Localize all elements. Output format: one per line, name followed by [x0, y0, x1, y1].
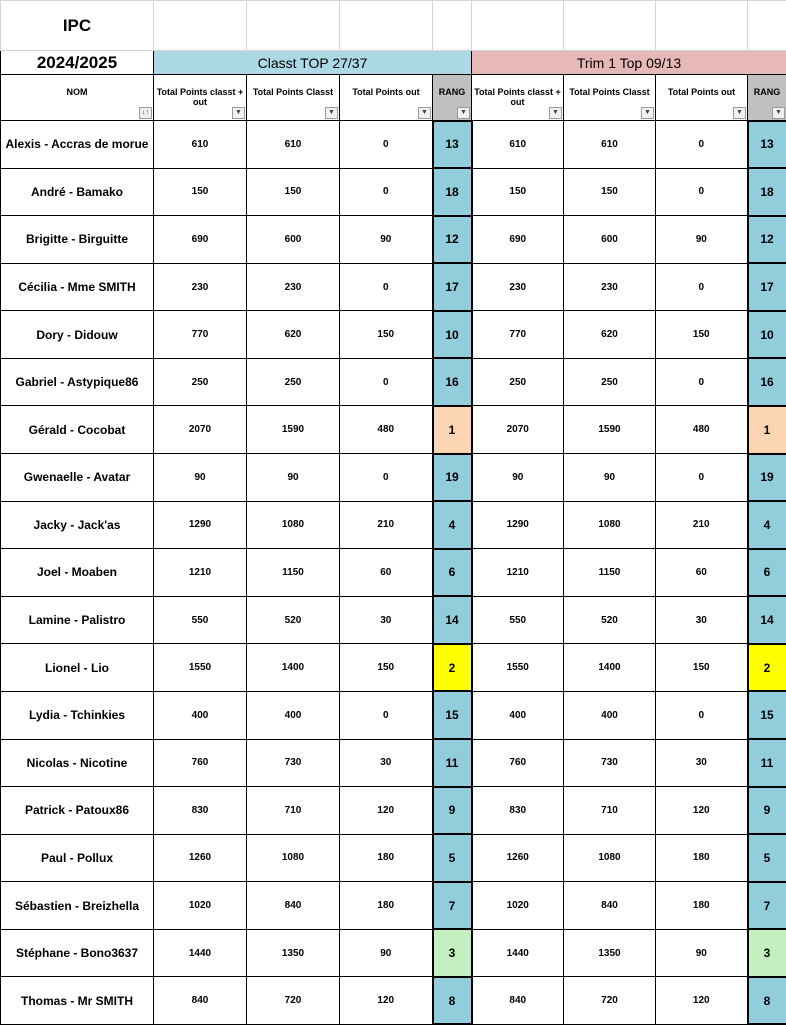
cell-trim-total-classt-out[interactable]: 2070: [472, 406, 564, 454]
cell-trim-total-classt-out[interactable]: 230: [472, 263, 564, 311]
cell-total-classt[interactable]: 400: [247, 691, 340, 739]
cell-total-classt[interactable]: 1080: [247, 834, 340, 882]
header-total-classt-out[interactable]: [154, 75, 247, 121]
cell-total-classt-out[interactable]: 1260: [154, 834, 247, 882]
column-header-row: [1, 75, 786, 121]
cell-trim-total-classt[interactable]: 610: [564, 121, 656, 169]
table-row: [1, 168, 786, 216]
cell-total-out[interactable]: 0: [340, 263, 433, 311]
dropdown-arrow-icon[interactable]: ▼: [325, 107, 338, 119]
cell-trim-rang[interactable]: 5: [748, 834, 786, 882]
cell-total-classt-out[interactable]: 2070: [154, 406, 247, 454]
header-nom-label: NOM: [1, 87, 153, 97]
cell-rang[interactable]: 11: [433, 739, 472, 787]
cell-trim-total-classt-out[interactable]: 760: [472, 739, 564, 787]
table-row: [1, 121, 786, 169]
cell-total-classt-out[interactable]: 770: [154, 311, 247, 359]
cell-total-classt-out[interactable]: 230: [154, 263, 247, 311]
cell-trim-rang[interactable]: 9: [748, 787, 786, 835]
dropdown-arrow-icon[interactable]: ▼: [232, 107, 245, 119]
cell-total-out[interactable]: 0: [340, 121, 433, 169]
header-label: RANG: [433, 87, 471, 97]
cell-total-classt[interactable]: 720: [247, 977, 340, 1025]
header-label: Total Points out: [656, 87, 747, 97]
cell-trim-total-classt-out[interactable]: 1440: [472, 929, 564, 977]
dropdown-arrow-icon[interactable]: ▼: [641, 107, 654, 119]
cell-trim-total-classt-out[interactable]: 250: [472, 358, 564, 406]
cell-rang[interactable]: 1: [433, 406, 472, 454]
player-name[interactable]: Stéphane - Bono3637: [1, 929, 154, 977]
cell-total-out[interactable]: 30: [340, 596, 433, 644]
cell-trim-total-out[interactable]: 90: [656, 929, 748, 977]
empty-cell[interactable]: [154, 1, 247, 51]
header-trim-rang[interactable]: [748, 75, 786, 121]
cell-trim-total-classt[interactable]: 1350: [564, 929, 656, 977]
cell-trim-total-classt[interactable]: 1400: [564, 644, 656, 692]
cell-total-out[interactable]: 210: [340, 501, 433, 549]
player-name[interactable]: Sébastien - Breizhella: [1, 882, 154, 930]
cell-rang[interactable]: 9: [433, 787, 472, 835]
player-name[interactable]: Lionel - Lio: [1, 644, 154, 692]
player-name[interactable]: Gérald - Cocobat: [1, 406, 154, 454]
cell-trim-total-classt[interactable]: 400: [564, 691, 656, 739]
table-row: [1, 549, 786, 597]
empty-cell[interactable]: [656, 1, 748, 51]
header-label: Total Points Classt: [247, 87, 339, 97]
cell-trim-rang[interactable]: 1: [748, 406, 786, 454]
cell-total-classt[interactable]: 150: [247, 168, 340, 216]
cell-rang[interactable]: 4: [433, 501, 472, 549]
cell-total-classt-out[interactable]: 1210: [154, 549, 247, 597]
cell-trim-rang[interactable]: 2: [748, 644, 786, 692]
table-row: [1, 977, 786, 1025]
cell-trim-total-out[interactable]: 90: [656, 216, 748, 264]
cell-total-classt[interactable]: 520: [247, 596, 340, 644]
cell-total-out[interactable]: 0: [340, 454, 433, 502]
table-row: [1, 644, 786, 692]
cell-trim-rang[interactable]: 10: [748, 311, 786, 359]
player-name[interactable]: Patrick - Patoux86: [1, 787, 154, 835]
cell-rang[interactable]: 13: [433, 121, 472, 169]
cell-total-classt[interactable]: 600: [247, 216, 340, 264]
header-rang[interactable]: [433, 75, 472, 121]
table-row: [1, 834, 786, 882]
cell-trim-rang[interactable]: 7: [748, 882, 786, 930]
empty-cell[interactable]: [340, 1, 433, 51]
table-row: [1, 216, 786, 264]
cell-trim-total-out[interactable]: 120: [656, 977, 748, 1025]
cell-trim-total-classt-out[interactable]: 840: [472, 977, 564, 1025]
cell-trim-rang[interactable]: 15: [748, 691, 786, 739]
cell-trim-total-classt-out[interactable]: 1020: [472, 882, 564, 930]
cell-total-classt-out[interactable]: 1020: [154, 882, 247, 930]
table-row: [1, 263, 786, 311]
cell-total-out[interactable]: 150: [340, 311, 433, 359]
cell-trim-total-out[interactable]: 0: [656, 691, 748, 739]
cell-total-classt[interactable]: 1150: [247, 549, 340, 597]
group-header-row: [1, 51, 786, 75]
cell-rang[interactable]: 12: [433, 216, 472, 264]
cell-trim-total-out[interactable]: 0: [656, 358, 748, 406]
cell-trim-total-classt[interactable]: 520: [564, 596, 656, 644]
cell-total-out[interactable]: 180: [340, 882, 433, 930]
cell-trim-total-classt[interactable]: 840: [564, 882, 656, 930]
cell-rang[interactable]: 15: [433, 691, 472, 739]
cell-total-out[interactable]: 180: [340, 834, 433, 882]
cell-rang[interactable]: 10: [433, 311, 472, 359]
cell-total-out[interactable]: 150: [340, 644, 433, 692]
cell-trim-total-classt[interactable]: 150: [564, 168, 656, 216]
cell-trim-rang[interactable]: 12: [748, 216, 786, 264]
table-row: [1, 882, 786, 930]
cell-rang[interactable]: 3: [433, 929, 472, 977]
cell-trim-total-out[interactable]: 0: [656, 121, 748, 169]
cell-rang[interactable]: 17: [433, 263, 472, 311]
cell-trim-total-classt-out[interactable]: 690: [472, 216, 564, 264]
dropdown-arrow-icon[interactable]: ▼: [733, 107, 746, 119]
cell-trim-total-classt-out[interactable]: 830: [472, 787, 564, 835]
table-row: [1, 739, 786, 787]
cell-total-classt[interactable]: 730: [247, 739, 340, 787]
cell-rang[interactable]: 5: [433, 834, 472, 882]
cell-total-out[interactable]: 0: [340, 691, 433, 739]
cell-trim-total-classt[interactable]: 720: [564, 977, 656, 1025]
group-trim-header[interactable]: Trim 1 Top 09/13: [472, 51, 786, 75]
cell-trim-total-classt[interactable]: 600: [564, 216, 656, 264]
season-label[interactable]: 2024/2025: [1, 51, 154, 75]
cell-total-classt[interactable]: 610: [247, 121, 340, 169]
cell-trim-total-classt[interactable]: 230: [564, 263, 656, 311]
table-row: [1, 691, 786, 739]
cell-trim-total-out[interactable]: 180: [656, 882, 748, 930]
player-name[interactable]: Joel - Moaben: [1, 549, 154, 597]
table-row: [1, 454, 786, 502]
cell-trim-rang[interactable]: 11: [748, 739, 786, 787]
cell-rang[interactable]: 8: [433, 977, 472, 1025]
cell-trim-total-classt-out[interactable]: 1550: [472, 644, 564, 692]
cell-total-classt-out[interactable]: 550: [154, 596, 247, 644]
cell-trim-total-classt-out[interactable]: 1290: [472, 501, 564, 549]
cell-total-classt-out[interactable]: 250: [154, 358, 247, 406]
cell-total-out[interactable]: 120: [340, 977, 433, 1025]
player-name[interactable]: Gabriel - Astypique86: [1, 358, 154, 406]
cell-total-out[interactable]: 120: [340, 787, 433, 835]
cell-total-classt[interactable]: 620: [247, 311, 340, 359]
cell-trim-total-out[interactable]: 0: [656, 454, 748, 502]
cell-total-classt-out[interactable]: 690: [154, 216, 247, 264]
player-name[interactable]: Dory - Didouw: [1, 311, 154, 359]
cell-total-out[interactable]: 0: [340, 358, 433, 406]
cell-total-out[interactable]: 90: [340, 216, 433, 264]
cell-rang[interactable]: 14: [433, 596, 472, 644]
group-classt-header[interactable]: Classt TOP 27/37: [154, 51, 472, 75]
player-name[interactable]: Jacky - Jack'as: [1, 501, 154, 549]
player-name[interactable]: Lamine - Palistro: [1, 596, 154, 644]
cell-trim-total-classt[interactable]: 1590: [564, 406, 656, 454]
cell-total-out[interactable]: 30: [340, 739, 433, 787]
cell-trim-total-classt[interactable]: 90: [564, 454, 656, 502]
cell-total-classt-out[interactable]: 760: [154, 739, 247, 787]
header-nom[interactable]: [1, 75, 154, 121]
cell-trim-total-out[interactable]: 120: [656, 787, 748, 835]
empty-cell[interactable]: [564, 1, 656, 51]
cell-trim-total-classt[interactable]: 730: [564, 739, 656, 787]
table-row: [1, 311, 786, 359]
cell-total-classt-out[interactable]: 90: [154, 454, 247, 502]
cell-total-classt-out[interactable]: 1550: [154, 644, 247, 692]
cell-rang[interactable]: 7: [433, 882, 472, 930]
cell-trim-total-classt[interactable]: 1080: [564, 501, 656, 549]
cell-trim-total-classt-out[interactable]: 150: [472, 168, 564, 216]
cell-trim-total-classt[interactable]: 1150: [564, 549, 656, 597]
cell-trim-rang[interactable]: 3: [748, 929, 786, 977]
cell-trim-total-out[interactable]: 210: [656, 501, 748, 549]
table-row: [1, 929, 786, 977]
cell-trim-total-classt-out[interactable]: 770: [472, 311, 564, 359]
player-name[interactable]: Alexis - Accras de morue: [1, 121, 154, 169]
cell-total-classt[interactable]: 250: [247, 358, 340, 406]
sheet-title[interactable]: IPC: [1, 1, 154, 51]
cell-trim-total-classt-out[interactable]: 400: [472, 691, 564, 739]
cell-trim-total-classt-out[interactable]: 1210: [472, 549, 564, 597]
table-row: [1, 596, 786, 644]
title-row: [1, 1, 786, 51]
cell-rang[interactable]: 6: [433, 549, 472, 597]
cell-rang[interactable]: 2: [433, 644, 472, 692]
cell-total-out[interactable]: 0: [340, 168, 433, 216]
table-row: [1, 787, 786, 835]
cell-trim-rang[interactable]: 13: [748, 121, 786, 169]
player-name[interactable]: André - Bamako: [1, 168, 154, 216]
cell-trim-total-out[interactable]: 150: [656, 311, 748, 359]
cell-rang[interactable]: 16: [433, 358, 472, 406]
cell-trim-total-classt[interactable]: 620: [564, 311, 656, 359]
cell-trim-rang[interactable]: 17: [748, 263, 786, 311]
dropdown-arrow-icon[interactable]: ▼: [418, 107, 431, 119]
cell-trim-total-classt[interactable]: 1080: [564, 834, 656, 882]
cell-total-classt[interactable]: 1400: [247, 644, 340, 692]
cell-total-classt-out[interactable]: 1290: [154, 501, 247, 549]
empty-cell[interactable]: [748, 1, 786, 51]
cell-trim-total-out[interactable]: 60: [656, 549, 748, 597]
cell-total-classt[interactable]: 710: [247, 787, 340, 835]
cell-trim-rang[interactable]: 16: [748, 358, 786, 406]
cell-total-classt-out[interactable]: 840: [154, 977, 247, 1025]
header-label: Total Points out: [340, 87, 432, 97]
cell-total-classt[interactable]: 840: [247, 882, 340, 930]
cell-rang[interactable]: 18: [433, 168, 472, 216]
empty-cell[interactable]: [247, 1, 340, 51]
table-row: [1, 406, 786, 454]
player-name[interactable]: Gwenaelle - Avatar: [1, 454, 154, 502]
cell-trim-rang[interactable]: 6: [748, 549, 786, 597]
cell-total-classt[interactable]: 230: [247, 263, 340, 311]
cell-trim-total-out[interactable]: 180: [656, 834, 748, 882]
cell-total-classt[interactable]: 1350: [247, 929, 340, 977]
cell-total-classt[interactable]: 90: [247, 454, 340, 502]
cell-trim-total-classt-out[interactable]: 610: [472, 121, 564, 169]
table-row: [1, 358, 786, 406]
cell-trim-rang[interactable]: 4: [748, 501, 786, 549]
cell-trim-total-out[interactable]: 30: [656, 596, 748, 644]
header-trim-total-classt[interactable]: [564, 75, 656, 121]
dropdown-arrow-icon[interactable]: ▼: [457, 107, 470, 119]
cell-trim-total-out[interactable]: 150: [656, 644, 748, 692]
player-name[interactable]: Thomas - Mr SMITH: [1, 977, 154, 1025]
cell-trim-rang[interactable]: 18: [748, 168, 786, 216]
player-name[interactable]: Lydia - Tchinkies: [1, 691, 154, 739]
cell-total-out[interactable]: 90: [340, 929, 433, 977]
cell-total-classt-out[interactable]: 830: [154, 787, 247, 835]
cell-trim-rang[interactable]: 19: [748, 454, 786, 502]
dropdown-arrow-icon[interactable]: ▼: [549, 107, 562, 119]
header-total-classt[interactable]: [247, 75, 340, 121]
sort-filter-icon[interactable]: ↓↑: [139, 107, 152, 119]
cell-trim-total-classt[interactable]: 250: [564, 358, 656, 406]
player-name[interactable]: Cécilia - Mme SMITH: [1, 263, 154, 311]
cell-trim-total-classt[interactable]: 710: [564, 787, 656, 835]
cell-trim-rang[interactable]: 14: [748, 596, 786, 644]
cell-rang[interactable]: 19: [433, 454, 472, 502]
player-name[interactable]: Paul - Pollux: [1, 834, 154, 882]
header-total-out[interactable]: [340, 75, 433, 121]
header-label: Total Points classt + out: [154, 87, 246, 107]
cell-total-classt-out[interactable]: 150: [154, 168, 247, 216]
header-trim-total-classt-out[interactable]: [472, 75, 564, 121]
cell-trim-total-out[interactable]: 0: [656, 263, 748, 311]
player-name[interactable]: Brigitte - Birguitte: [1, 216, 154, 264]
header-label: RANG: [748, 87, 786, 97]
header-label: Total Points classt + out: [472, 87, 563, 107]
cell-trim-total-classt-out[interactable]: 550: [472, 596, 564, 644]
cell-trim-total-classt-out[interactable]: 90: [472, 454, 564, 502]
cell-trim-total-out[interactable]: 480: [656, 406, 748, 454]
cell-total-classt-out[interactable]: 400: [154, 691, 247, 739]
player-name[interactable]: Nicolas - Nicotine: [1, 739, 154, 787]
cell-total-out[interactable]: 480: [340, 406, 433, 454]
cell-trim-total-classt-out[interactable]: 1260: [472, 834, 564, 882]
empty-cell[interactable]: [472, 1, 564, 51]
cell-trim-total-out[interactable]: 30: [656, 739, 748, 787]
cell-trim-rang[interactable]: 8: [748, 977, 786, 1025]
header-trim-total-out[interactable]: [656, 75, 748, 121]
empty-cell[interactable]: [433, 1, 472, 51]
cell-total-classt[interactable]: 1590: [247, 406, 340, 454]
cell-trim-total-out[interactable]: 0: [656, 168, 748, 216]
table-row: [1, 501, 786, 549]
cell-total-classt[interactable]: 1080: [247, 501, 340, 549]
dropdown-arrow-icon[interactable]: ▼: [772, 107, 785, 119]
cell-total-classt-out[interactable]: 610: [154, 121, 247, 169]
header-label: Total Points Classt: [564, 87, 655, 97]
cell-total-classt-out[interactable]: 1440: [154, 929, 247, 977]
cell-total-out[interactable]: 60: [340, 549, 433, 597]
